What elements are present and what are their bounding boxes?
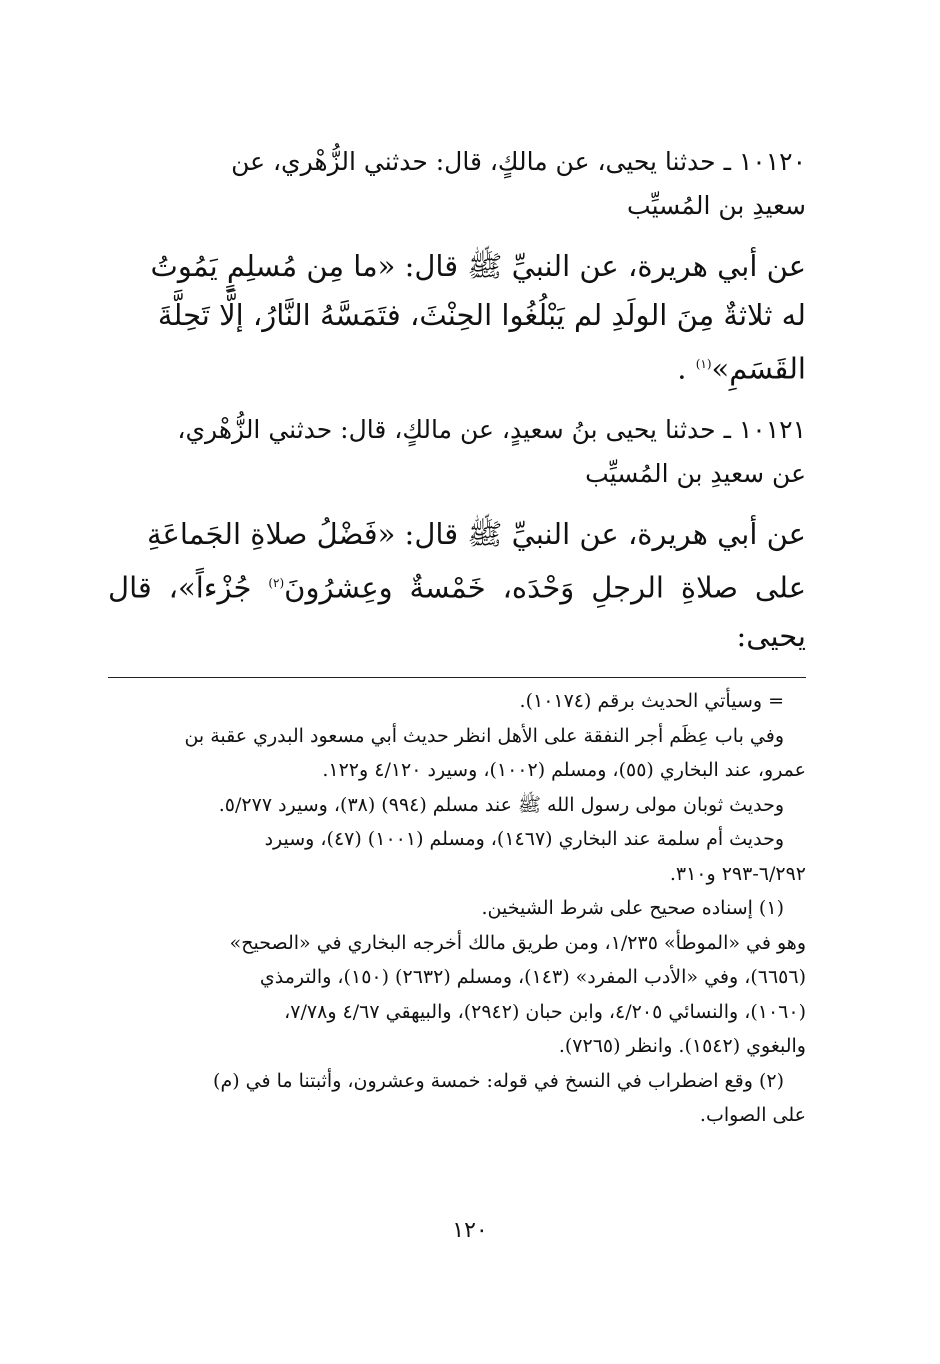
footnote-line: (١٠٦٠)، والنسائي ٤/٢٠٥، وابن حبان (٢٩٤٢)، والبيهقي ٤/٦٧ و٧/٧٨، bbox=[284, 1000, 806, 1023]
hadith-10121-matn-line1: عن أبي هريرة، عن النبيِّ ﷺ قال: «فَضْلُ صلاةِ الجَماعَةِ bbox=[147, 516, 806, 551]
page-number: ١٢٠ bbox=[452, 1218, 488, 1243]
page-body bbox=[108, 140, 806, 1133]
hadith-10120-isnad-line1: ١٠١٢٠ ـ حدثنا يحيى، عن مالكٍ، قال: حدثني الزُّهْري، عن bbox=[231, 147, 806, 176]
footnote-ref-1: (١) bbox=[695, 357, 712, 371]
hadith-10121-isnad bbox=[108, 408, 806, 496]
footnote-line: (٦٦٥٦)، وفي «الأدب المفرد» (١٤٣)، ومسلم (٢٦٣٢) (١٥٠)، والترمذي bbox=[259, 966, 806, 989]
footnote-line: وفي باب عِظَم أجر النفقة على الأهل انظر حديث أبي مسعود البدري عقبة بن bbox=[184, 724, 784, 747]
hadith-10120-matn bbox=[108, 242, 806, 394]
footnote-line: على الصواب. bbox=[699, 1104, 806, 1127]
hadith-10121-isnad-line2: عن سعيدِ بن المُسيِّب bbox=[585, 458, 806, 488]
footnote-line: وحديث أم سلمة عند البخاري (١٤٦٧)، ومسلم (١٠٠١) (٤٧)، وسيرد bbox=[264, 828, 784, 851]
footnote-line: والبغوي (١٥٤٢). وانظر (٧٢٦٥). bbox=[558, 1035, 806, 1058]
hadith-10120-matn-line3: القَسَمِ» bbox=[711, 351, 806, 386]
hadith-10120-isnad bbox=[108, 140, 806, 228]
hadith-10120-matn-end: . bbox=[677, 351, 696, 386]
hadith-10121-isnad-line1: ١٠١٢١ ـ حدثنا يحيى بنُ سعيدٍ، عن مالكٍ، قال: حدثني الزُّهْري، bbox=[177, 414, 806, 444]
footnote-line: وحديث ثوبان مولى رسول الله ﷺ عند مسلم (٩٩٤) (٣٨)، وسيرد ٥/٢٧٧. bbox=[218, 793, 784, 816]
footnote-line: عمرو، عند البخاري (٥٥)، ومسلم (١٠٠٢)، وسيرد ٤/١٢٠ و١٢٢. bbox=[322, 759, 806, 782]
hadith-10121-matn-end: جُزْءاً»، قال يحيى: bbox=[108, 570, 806, 654]
hadith-10121-matn bbox=[108, 510, 806, 662]
hadith-10120-matn-line2: له ثلاثةٌ مِنَ الولَدِ لم يَبْلُغُوا الحِنْثَ، فتَمَسَّهُ النَّارُ، إلَّا تَحِلَّةَ bbox=[157, 298, 806, 332]
footnote-ref-2: (٢) bbox=[268, 575, 285, 590]
hadith-10120-matn-line1: عن أبي هريرة، عن النبيِّ ﷺ قال: «ما مِن مُسلِمٍ يَمُوتُ bbox=[150, 249, 806, 283]
footnote-line: ٦/٢٩٢-٢٩٣ و٣١٠. bbox=[669, 862, 806, 885]
footnotes bbox=[108, 684, 806, 1133]
footnote-1: (١) إسناده صحيح على شرط الشيخين. bbox=[481, 897, 784, 920]
footnote-line: وهو في «الموطأ» ١/٢٣٥، ومن طريق مالك أخرجه البخاري في «الصحيح» bbox=[229, 931, 806, 954]
hadith-10120-isnad-line2: سعيدِ بن المُسيِّب bbox=[627, 191, 806, 220]
footnote-line: = وسيأتي الحديث برقم (١٠١٧٤). bbox=[519, 690, 784, 713]
footnote-2: (٢) وقع اضطراب في النسخ في قوله: خمسة وعشرون، وأثبتنا ما في (م) bbox=[213, 1069, 784, 1092]
footnote-separator bbox=[108, 677, 806, 678]
hadith-10121-matn-line2: على صلاةِ الرجلِ وَحْدَه، خَمْسةٌ وعِشرُونَ bbox=[284, 570, 806, 605]
